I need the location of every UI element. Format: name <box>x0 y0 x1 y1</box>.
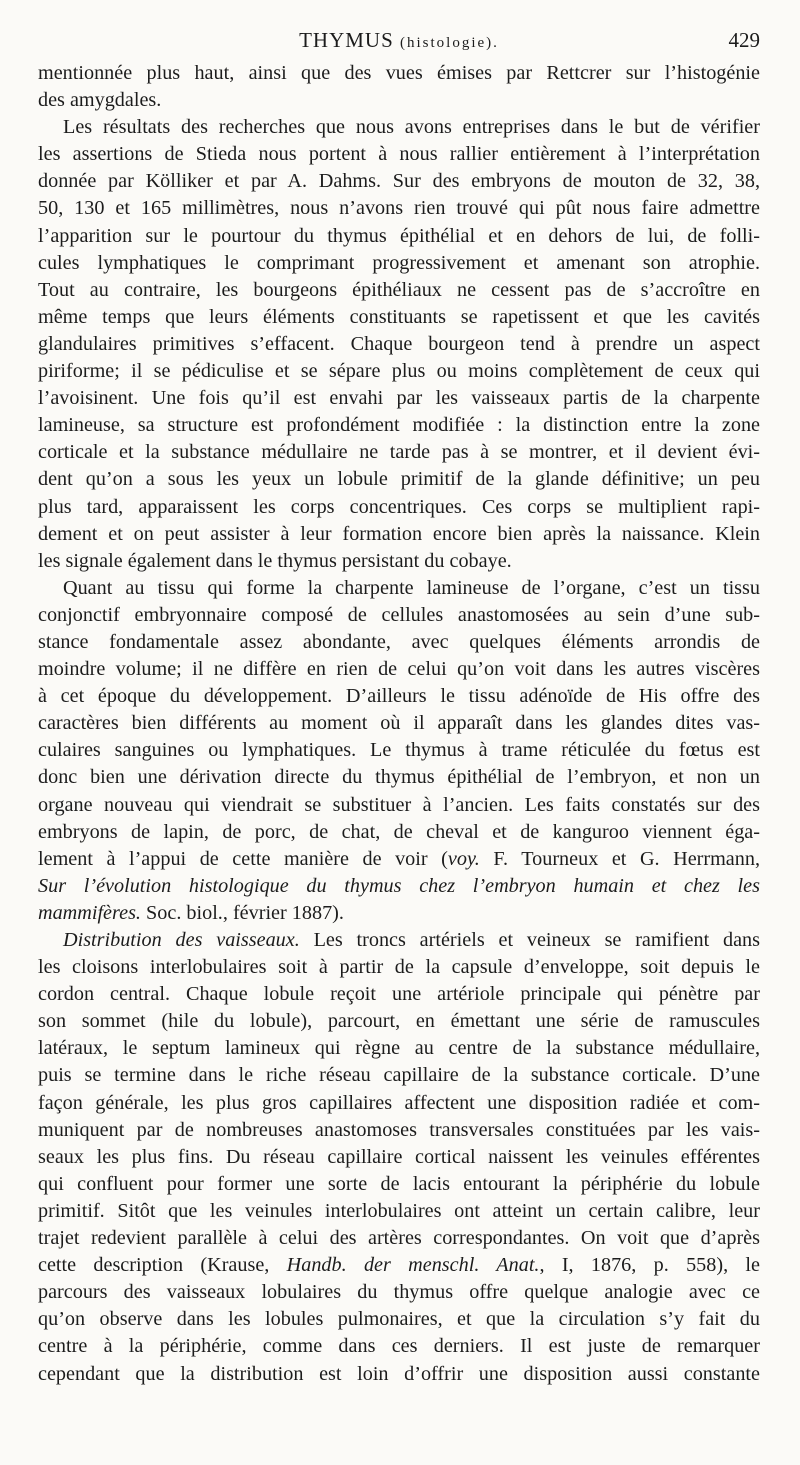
text-line <box>38 195 760 222</box>
text-line <box>38 764 760 791</box>
text-run: façon générale, les plus gros capillaires affectent une disposition radiée et com- <box>38 1091 760 1114</box>
text-line <box>38 900 760 927</box>
text-line <box>38 656 760 683</box>
text-line <box>38 602 760 629</box>
text-run: les assertions de Stieda nous portent à nous rallier entièrement à l’interprétation <box>38 143 760 166</box>
text-run: latéraux, le septum lamineux qui règne au centre de la substance médullaire, <box>38 1037 760 1060</box>
running-head <box>38 28 760 54</box>
text-line <box>38 927 760 954</box>
text-line <box>38 141 760 168</box>
paragraph <box>38 60 760 114</box>
paragraph <box>38 114 760 575</box>
text-run: cette description (Krause, <box>38 1254 287 1277</box>
text-run: culaires sanguines ou lymphatiques. Le thymus à trame réticulée du fœtus est <box>38 739 760 762</box>
text-line <box>38 873 760 900</box>
text-run: qu’on observe dans les lobules pulmonaires, et que la circulation s’y fait du <box>38 1308 760 1331</box>
text-run: organe nouveau qui viendrait se substituer à l’ancien. Les faits constatés sur des <box>38 793 760 816</box>
text-line <box>38 1008 760 1035</box>
text-line <box>38 737 760 764</box>
text-line <box>38 60 760 87</box>
text-line <box>38 466 760 493</box>
text-line <box>38 683 760 710</box>
text-line <box>38 1117 760 1144</box>
text-line <box>38 629 760 656</box>
text-line <box>38 548 760 575</box>
paragraph <box>38 575 760 927</box>
text-line <box>38 792 760 819</box>
text-run: embryons de lapin, de porc, de chat, de cheval et de kanguroo viennent éga- <box>38 820 760 843</box>
text-run: l’apparition sur le pourtour du thymus épithélial et en dehors de lui, de folli- <box>38 224 760 247</box>
text-line <box>38 954 760 981</box>
text-run: Tout au contraire, les bourgeons épithéliaux ne cessent pas de s’accroître en <box>38 278 760 301</box>
text-run: muniquent par de nombreuses anastomoses transversales constituées par les vais- <box>38 1118 760 1141</box>
text-run: plus tard, apparaissent les corps concentriques. Ces corps se multiplient rapi- <box>38 495 760 518</box>
text-run: même temps que leurs éléments constituants se rapetissent et que les cavités <box>38 305 760 328</box>
text-run: caractères bien différents au moment où il apparaît dans les glandes dites vas- <box>38 712 760 735</box>
text-run: dement et on peut assister à leur formation encore bien après la naissance. Klein <box>38 522 760 545</box>
text-line <box>38 168 760 195</box>
text-run: trajet redevient parallèle à celui des artères correspondantes. On voit que d’après <box>38 1227 760 1250</box>
text-run: qui confluent pour former une sorte de lacis entourant la périphérie du lobule <box>38 1172 760 1195</box>
running-head-title-sub: (histologie). <box>400 35 499 51</box>
text-line <box>38 819 760 846</box>
text-run: dent qu’on a sous les yeux un lobule primitif de la glande définitive; un peu <box>38 468 760 491</box>
text-run: stance fondamentale assez abondante, avec quelques éléments arrondis de <box>38 630 760 653</box>
text-line <box>38 223 760 250</box>
text-line <box>38 710 760 737</box>
text-run: mentionnée plus haut, ainsi que des vues émises par Rettcrer sur l’histogénie <box>38 62 760 84</box>
text-line <box>38 494 760 521</box>
text-run: 50, 130 et 165 millimètres, nous n’avons rien trouvé qui pût nous faire admettre <box>38 197 760 220</box>
running-head-title <box>38 28 760 53</box>
body-text <box>38 60 760 1388</box>
text-run: cules lymphatiques le comprimant progressivement et amenant son atrophie. <box>38 251 760 274</box>
text-run: Soc. biol., février 1887). <box>140 901 344 924</box>
text-run: F. Tourneux et G. Herrmann, <box>479 847 760 870</box>
text-run: lement à l’appui de cette manière de voir ( <box>38 847 448 870</box>
text-run: conjonctif embryonnaire composé de cellules anastomosées au sein d’une sub- <box>38 603 760 626</box>
text-run: donnée par Kölliker et par A. Dahms. Sur des embryons de mouton de 32, 38, <box>38 170 760 193</box>
page-number: 429 <box>728 28 760 52</box>
italic-text: mammifères. <box>38 901 141 924</box>
text-run: Quant au tissu qui forme la charpente lamineuse de l’organe, c’est un tissu <box>63 576 760 599</box>
text-run: Les résultats des recherches que nous avons entreprises dans le but de vérifier <box>63 116 760 139</box>
text-line <box>38 1306 760 1333</box>
text-run: seaux les plus fins. Du réseau capillaire cortical naissent les veinules efférentes <box>38 1145 760 1168</box>
text-line <box>38 1252 760 1279</box>
text-line <box>38 1171 760 1198</box>
text-run: primitif. Sitôt que les veinules interlobulaires ont atteint un certain calibre, leur <box>38 1199 760 1222</box>
text-run: à cet époque du développement. D’ailleurs le tissu adénoïde de His offre des <box>38 685 760 708</box>
text-run: moindre volume; il ne diffère en rien de celui qu’on voit dans les autres viscères <box>38 658 760 681</box>
text-line <box>38 331 760 358</box>
text-line <box>38 575 760 602</box>
italic-text: Handb. der menschl. Anat. <box>286 1254 540 1277</box>
text-line <box>38 1144 760 1171</box>
italic-text: Sur l’évolution histologique du thymus chez l’embryon humain et chez les <box>38 874 760 897</box>
text-line <box>38 385 760 412</box>
text-line <box>38 1225 760 1252</box>
text-run: l’avoisinent. Une fois qu’il est envahi par les vaisseaux partis de la charpente <box>38 387 760 410</box>
text-line <box>38 439 760 466</box>
text-line <box>38 1035 760 1062</box>
text-run: centre à la périphérie, comme dans ces derniers. Il est juste de remarquer <box>38 1335 760 1358</box>
text-run: lamineuse, sa structure est profondément modifiée : la distinction entre la zone <box>38 414 760 437</box>
text-run: Les troncs artériels et veineux se ramifient dans <box>299 929 760 951</box>
text-line <box>38 412 760 439</box>
text-run: des amygdales. <box>38 89 162 112</box>
text-run: les signale également dans le thymus persistant du cobaye. <box>38 549 512 572</box>
text-line <box>38 1062 760 1089</box>
italic-text: voy. <box>447 847 480 870</box>
running-head-title-main: THYMUS <box>299 28 394 52</box>
text-run: piriforme; il se pédiculise et se sépare plus ou moins complètement de ceux qui <box>38 360 760 383</box>
text-line <box>38 358 760 385</box>
text-line <box>38 1090 760 1117</box>
text-line <box>38 250 760 277</box>
text-line <box>38 521 760 548</box>
text-line <box>38 1279 760 1306</box>
text-run: corticale et la substance médullaire ne tarde pas à se montrer, et il devient évi- <box>38 441 760 464</box>
text-run: puis se termine dans le riche réseau capillaire de la substance corticale. D’une <box>38 1064 760 1087</box>
text-run: les cloisons interlobulaires soit à partir de la capsule d’enveloppe, soit depuis le <box>38 956 760 979</box>
text-line <box>38 1198 760 1225</box>
text-line <box>38 87 760 114</box>
text-run: son sommet (hile du lobule), parcourt, en émettant une série de ramuscules <box>38 1010 760 1033</box>
text-line <box>38 1361 760 1388</box>
text-run: , I, 1876, p. 558), le <box>539 1254 760 1277</box>
text-run: parcours des vaisseaux lobulaires du thymus offre quelque analogie avec ce <box>38 1281 760 1304</box>
text-line <box>38 114 760 141</box>
text-run: cordon central. Chaque lobule reçoit une artériole principale qui pénètre par <box>38 983 760 1006</box>
text-line <box>38 1333 760 1360</box>
text-run: donc bien une dérivation directe du thymus épithélial de l’embryon, et non un <box>38 766 760 789</box>
text-line <box>38 846 760 873</box>
text-line <box>38 277 760 304</box>
text-run: cependant que la distribution est loin d’offrir une disposition aussi constante <box>38 1362 760 1385</box>
text-run: glandulaires primitives s’effacent. Chaque bourgeon tend à prendre un aspect <box>38 332 760 355</box>
text-line <box>38 981 760 1008</box>
paragraph <box>38 927 760 1388</box>
text-line <box>38 304 760 331</box>
italic-text: Distribution des vaisseaux. <box>63 929 300 951</box>
